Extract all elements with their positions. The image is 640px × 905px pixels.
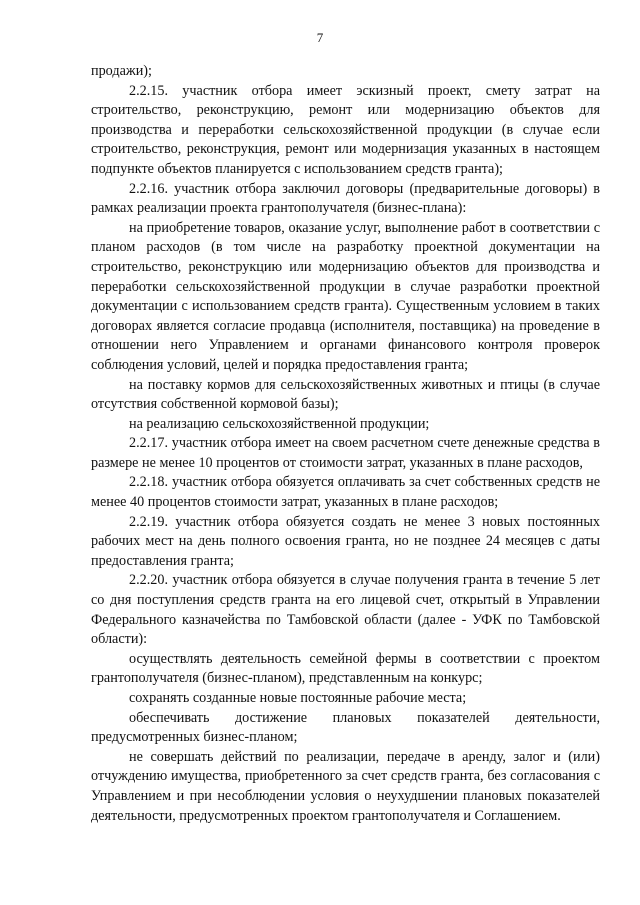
paragraph: 2.2.20. участник отбора обязуется в случае получения гранта в течение 5 лет со дня поступления средств гранта на его лицевой счет, открытый в Управлении Федерального казначейства по Тамбовской области (далее - УФК по Тамбовской области): xyxy=(91,572,600,648)
paragraph: 2.2.17. участник отбора имеет на своем расчетном счете денежные средства в размере не менее 10 процентов от стоимости затрат, указанных в плане расходов, xyxy=(91,435,600,471)
paragraph: на приобретение товаров, оказание услуг, выполнение работ в соответствии с планом расходов (в том числе на разработку проектной документации на строительство, реконструкцию или модернизацию объектов для производства и переработки сельскохозяйственной продукции в случае разработки проектной документации с использованием средств гранта). Существенным условием в таких договорах является согласие продавца (исполнителя, поставщика) на проведение в отношении него Управлением и органами финансового контроля проверок соблюдения условий, целей и порядка предоставления гранта; xyxy=(91,219,600,373)
paragraph: осуществлять деятельность семейной фермы в соответствии с проектом грантополучателя (бизнес-планом), представленным на конкурс; xyxy=(91,650,600,687)
document-body xyxy=(91,62,600,826)
paragraph: 2.2.19. участник отбора обязуется создать не менее 3 новых постоянных рабочих мест на день полного освоения гранта, но не позднее 24 месяцев с даты предоставления гранта; xyxy=(91,513,600,569)
paragraph: обеспечивать достижение плановых показателей деятельности, предусмотренных бизнес-планом; xyxy=(91,709,600,746)
paragraph: 2.2.16. участник отбора заключил договоры (предварительные договоры) в рамках реализации проекта грантополучателя (бизнес-плана): xyxy=(91,180,600,217)
paragraph: продажи); xyxy=(91,63,152,79)
paragraph: не совершать действий по реализации, передаче в аренду, залог и (или) отчуждению имущества, приобретенного за счет средств гранта, без согласования с Управлением и при несоблюдении условия о неухудшении плановых показателей деятельности, предусмотренных проектом грантополучателя и Соглашением. xyxy=(91,748,600,824)
paragraph: 2.2.15. участник отбора имеет эскизный проект, смету затрат на строительство, реконструкцию, ремонт или модернизацию объектов для производства и переработки сельскохозяйственной продукции (в случае если строительство, реконструкция, ремонт или модернизация указанных в настоящем подпункте объектов планируется с использованием средств гранта); xyxy=(91,82,600,177)
page-number: 7 xyxy=(316,30,324,45)
paragraph: 2.2.18. участник отбора обязуется оплачивать за счет собственных средств не менее 40 процентов стоимости затрат, указанных в плане расходов; xyxy=(91,474,600,511)
paragraph: на поставку кормов для сельскохозяйственных животных и птицы (в случае отсутствия собственной кормовой базы); xyxy=(91,376,600,413)
paragraph: на реализацию сельскохозяйственной продукции; xyxy=(129,415,430,432)
paragraph: сохранять созданные новые постоянные рабочие места; xyxy=(129,690,467,706)
